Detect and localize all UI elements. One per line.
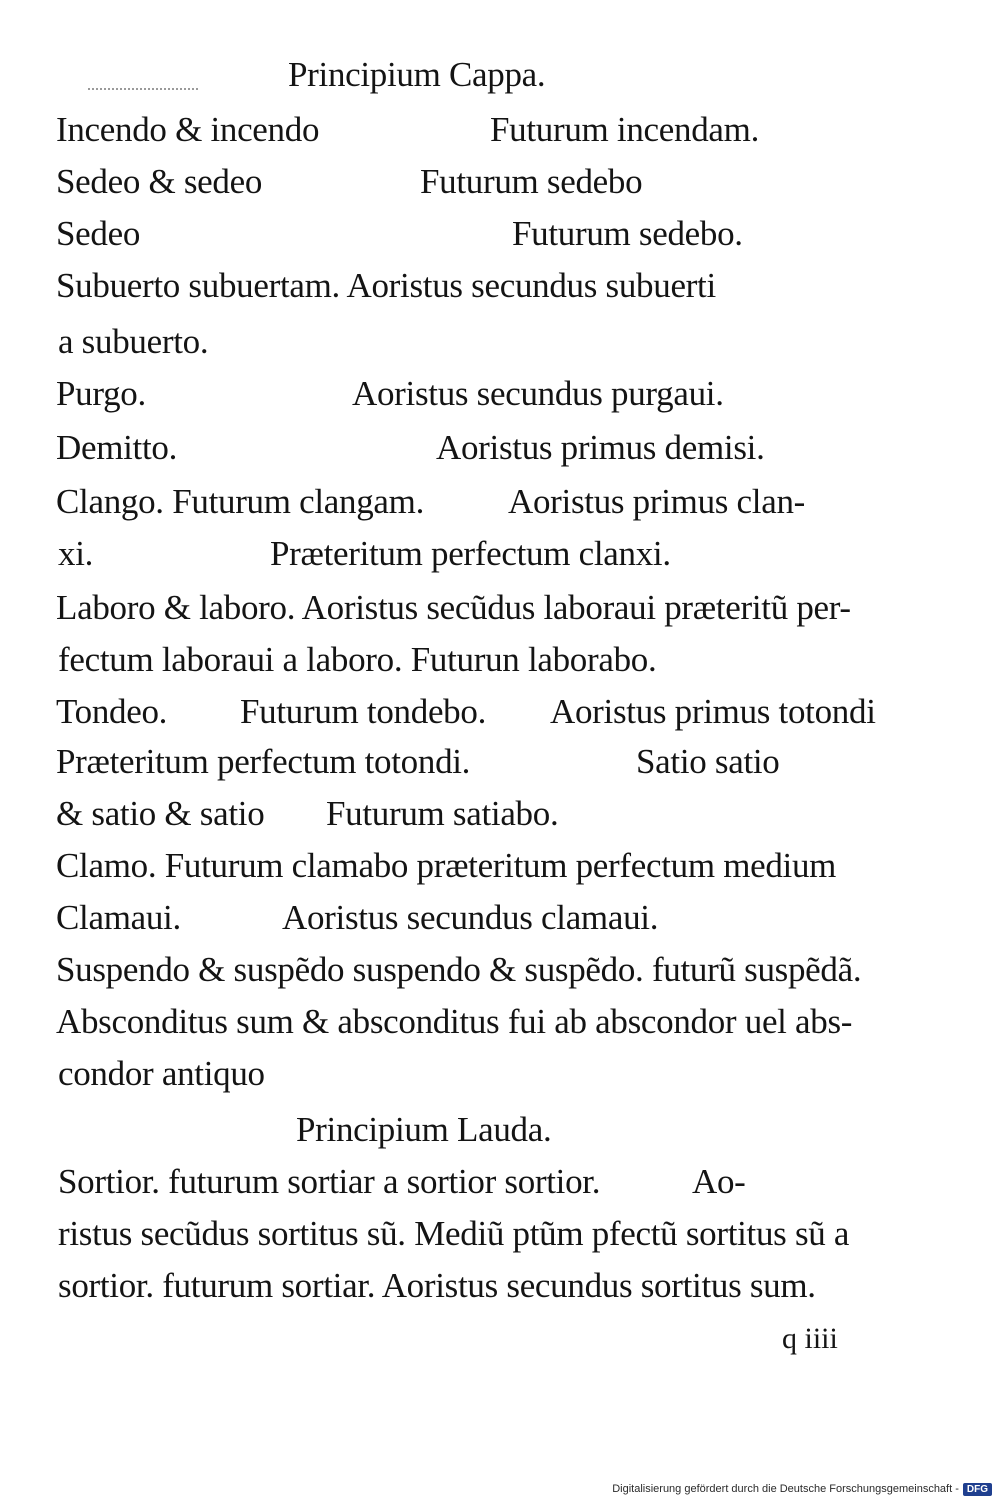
line-10-text: Laboro & laboro. Aoristus secũdus laboraui præteritũ per- (56, 588, 851, 627)
line-6-left: Purgo. (56, 374, 146, 413)
line-1-right: Futurum incendam. (490, 110, 760, 149)
line-3-left: Sedeo (56, 214, 141, 253)
line-7-left: Demitto. (56, 428, 178, 467)
line-3-right: Futurum sedebo. (512, 214, 743, 253)
line-9-left: xi. (58, 534, 94, 573)
line-4-text: Subuerto subuertam. Aoristus secundus subuerti (56, 266, 716, 305)
line-6-right: Aoristus secundus purgaui. (352, 374, 724, 413)
line-20-right: Ao- (692, 1162, 746, 1201)
line-1-left: Incendo & incendo (56, 110, 320, 149)
line-21-text: ristus secũdus sortitus sũ. Mediũ ptũm pfectũ sortitus sũ a (58, 1214, 850, 1253)
footer-text: Digitalisierung gefördert durch die Deutsche Forschungsgemeinschaft - (612, 1483, 959, 1495)
line-13-left: Præteritum perfectum totondi. (56, 742, 471, 781)
line-2-left: Sedeo & sedeo (56, 162, 263, 201)
line-11-text: fectum laboraui a laboro. Futurun laborabo. (58, 640, 657, 679)
line-20-left: Sortior. futurum sortiar a sortior sortior. (58, 1162, 601, 1201)
line-5-text: a subuerto. (58, 322, 209, 361)
line-14-left: & satio & satio (56, 794, 265, 833)
line-8-right: Aoristus primus clan- (508, 482, 805, 521)
decorative-dashes (88, 88, 198, 90)
line-19-text: condor antiquo (58, 1054, 265, 1093)
line-16-right: Aoristus secundus clamaui. (282, 898, 659, 937)
line-13-right: Satio satio (636, 742, 780, 781)
heading-principium-lauda: Principium Lauda. (296, 1110, 552, 1149)
line-2-right: Futurum sedebo (420, 162, 643, 201)
line-9-right: Præteritum perfectum clanxi. (270, 534, 671, 573)
line-22-text: sortior. futurum sortiar. Aoristus secundus sortitus sum. (58, 1266, 816, 1305)
line-14-right: Futurum satiabo. (326, 794, 559, 833)
digitization-footer (612, 1481, 992, 1497)
heading-principium-cappa: Principium Cappa. (288, 55, 546, 94)
signature-mark: q iiii (782, 1322, 838, 1355)
line-18-text: Absconditus sum & absconditus fui ab abscondor uel abs- (56, 1002, 853, 1041)
line-7-right: Aoristus primus demisi. (436, 428, 765, 467)
line-12-right: Aoristus primus totondi (550, 692, 876, 731)
line-12-left: Tondeo. (56, 692, 168, 731)
line-8-left: Clango. Futurum clangam. (56, 482, 425, 521)
line-15-text: Clamo. Futurum clamabo præteritum perfectum medium (56, 846, 837, 885)
line-16-left: Clamaui. (56, 898, 181, 937)
dfg-logo-icon: DFG (963, 1483, 992, 1496)
line-12-middle: Futurum tondebo. (240, 692, 487, 731)
line-17-text: Suspendo & suspẽdo suspendo & suspẽdo. futurũ suspẽdã. (56, 950, 862, 989)
